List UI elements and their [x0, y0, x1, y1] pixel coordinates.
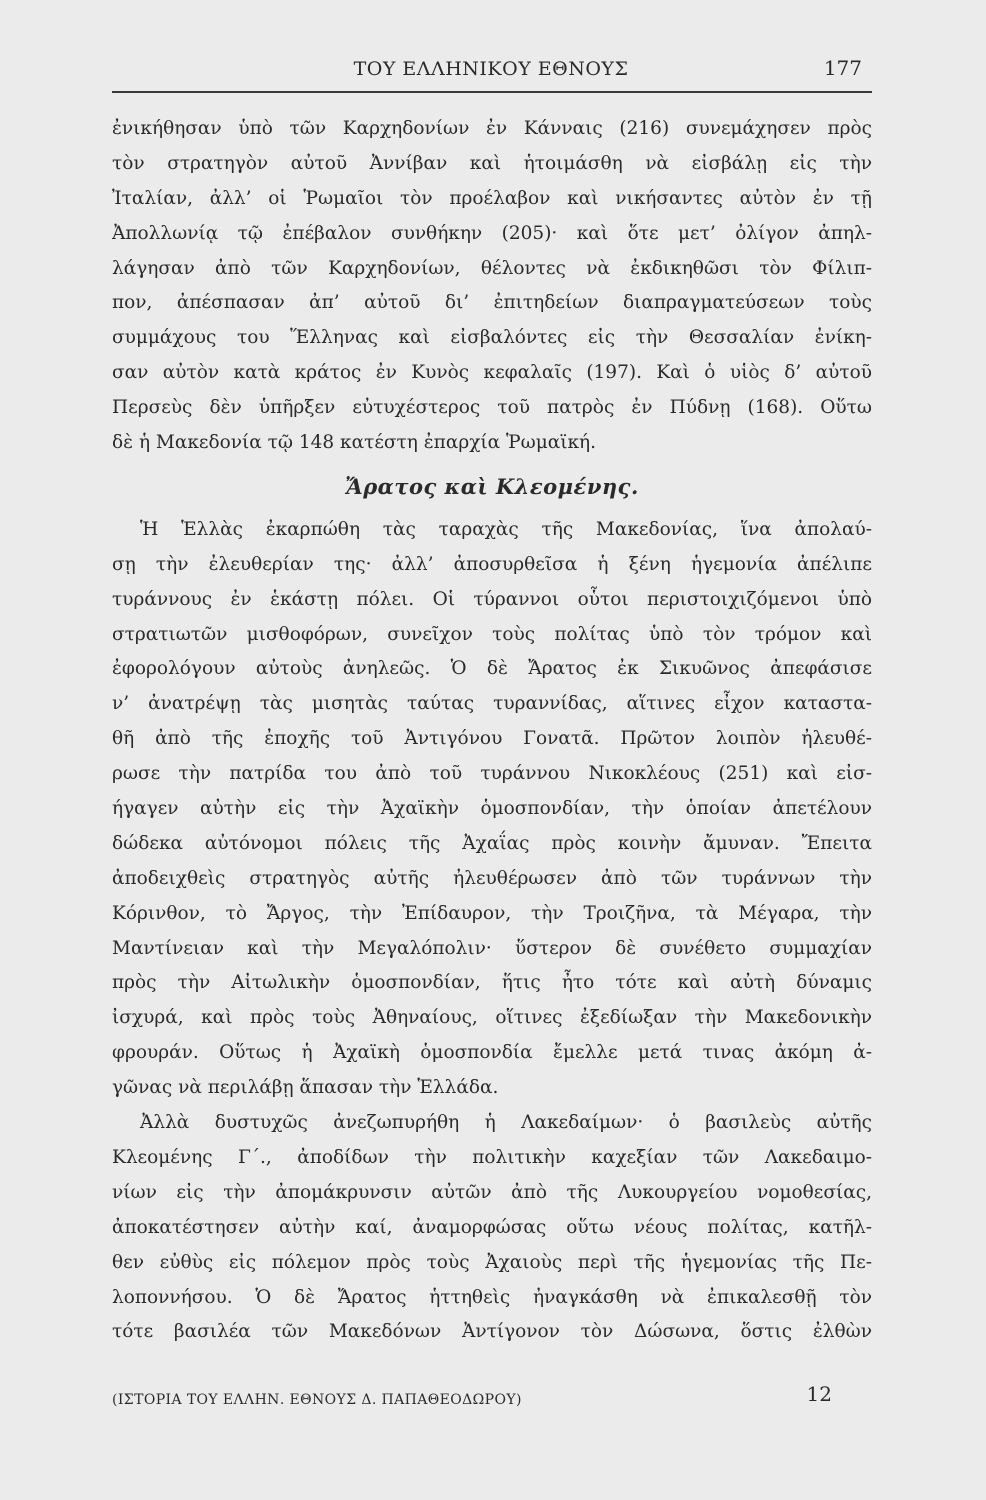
text-line: Ἀπολλωνίᾳ τῷ ἐπέβαλον συνθήκην (205)· καὶ ὅτε μετ’ ὀλίγον ἀπηλ- — [112, 222, 872, 244]
text-line: λάγησαν ἀπὸ τῶν Καρχηδονίων, θέλοντες νὰ ἐκδικηθῶσι τὸν Φίλιπ- — [112, 257, 872, 279]
text-line: πρὸς τὴν Αἰτωλικὴν ὁμοσπονδίαν, ἥτις ἦτο τότε καὶ αὐτὴ δύναμις — [112, 972, 872, 994]
text-line: συμμάχους του Ἕλληνας καὶ εἰσβαλόντες εἰς τὴν Θεσσαλίαν ἐνίκη- — [112, 327, 872, 349]
text-line: ν’ ἀνατρέψῃ τὰς μισητὰς ταύτας τυραννίδας, αἵτινες εἶχον καταστα- — [112, 693, 872, 715]
text-line: Ἀλλὰ δυστυχῶς ἀνεζωπυρήθη ἡ Λακεδαίμων· ὁ βασιλεὺς αὐτῆς — [140, 1112, 872, 1134]
text-line: Ἡ Ἑλλὰς ἐκαρπώθη τὰς ταραχὰς τῆς Μακεδονίας, ἵνα ἀπολαύ- — [140, 518, 872, 540]
paragraph-3 — [112, 1106, 872, 1350]
text-line: Κόρινθον, τὸ Ἄργος, τὴν Ἐπίδαυρον, τὴν Τροιζῆνα, τὰ Μέγαρα, τὴν — [112, 902, 872, 924]
text-line: τὸν στρατηγὸν αὐτοῦ Ἀννίβαν καὶ ἡτοιμάσθη νὰ εἰσβάλῃ εἰς τὴν — [112, 152, 872, 174]
text-line: τυράννους ἐν ἑκάστῃ πόλει. Οἱ τύραννοι οὗτοι περιστοιχιζόμενοι ὑπὸ — [112, 588, 872, 610]
section-heading: Ἄρατος καὶ Κλεομένης. — [345, 473, 639, 499]
text-line: ἀποκατέστησεν αὐτὴν καί, ἀναμορφώσας οὕτω νέους πολίτας, κατῆλ- — [112, 1216, 872, 1238]
text-line: σῃ τὴν ἐλευθερίαν της· ἀλλ’ ἀποσυρθεῖσα ἡ ξένη ἡγεμονία ἀπέλιπε — [112, 553, 872, 575]
text-line: τότε βασιλέα τῶν Μακεδόνων Ἀντίγονον τὸν Δώσωνα, ὅστις ἐλθὼν — [112, 1321, 872, 1343]
text-line: Μαντίνειαν καὶ τὴν Μεγαλόπολιν· ὕστερον δὲ συνέθετο συμμαχίαν — [112, 937, 872, 959]
text-line: ἀποδειχθεὶς στρατηγὸς αὐτῆς ἠλευθέρωσεν ἀπὸ τῶν τυράννων τὴν — [112, 867, 872, 889]
text-line: ἐφορολόγουν αὐτοὺς ἀνηλεῶς. Ὁ δὲ Ἄρατος ἐκ Σικυῶνος ἀπεφάσισε — [112, 658, 872, 680]
footer-book-title: (ΙΣΤΟΡΙΑ ΤΟΥ ΕΛΛΗΝ. ΕΘΝΟΥΣ Δ. ΠΑΠΑΘΕΟΔΩΡΟΥ) — [112, 1392, 522, 1408]
text-line: Περσεὺς δὲν ὑπῆρξεν εὐτυχέστερος τοῦ πατρὸς ἐν Πύδνῃ (168). Οὕτω — [112, 397, 872, 419]
text-line: στρατιωτῶν μισθοφόρων, συνεῖχον τοὺς πολίτας ὑπὸ τὸν τρόμον καὶ — [112, 623, 872, 645]
text-line: Ἰταλίαν, ἀλλ’ οἱ Ῥωμαῖοι τὸν προέλαβον καὶ νικήσαντες αὐτὸν ἐν τῇ — [112, 187, 872, 209]
text-line: Κλεομένης Γ΄., ἀποδίδων τὴν πολιτικὴν καχεξίαν τῶν Λακεδαιμο- — [112, 1146, 872, 1168]
text-line: λοποννήσου. Ὁ δὲ Ἄρατος ἡττηθεὶς ἠναγκάσθη νὰ ἐπικαλεσθῇ τὸν — [112, 1286, 872, 1308]
text-line: πον, ἀπέσπασαν ἀπ’ αὐτοῦ δι’ ἐπιτηδείων διαπραγματεύσεων τοὺς — [112, 292, 872, 314]
page-footer — [112, 1382, 872, 1422]
text-line: δὲ ἡ Μακεδονία τῷ 148 κατέστη ἐπαρχία Ῥωμαϊκή. — [112, 432, 597, 454]
body-text — [112, 112, 872, 1350]
paragraph-2 — [112, 513, 872, 1106]
paragraph-1 — [112, 112, 872, 461]
text-line: δώδεκα αὐτόνομοι πόλεις τῆς Ἀχαΐας πρὸς κοινὴν ἄμυναν. Ἔπειτα — [112, 832, 872, 854]
page-number: 177 — [823, 56, 862, 80]
text-line: γῶνας νὰ περιλάβῃ ἅπασαν τὴν Ἑλλάδα. — [112, 1077, 499, 1099]
text-line: φρουράν. Οὕτως ἡ Ἀχαϊκὴ ὁμοσπονδία ἔμελλε μετά τινας ἀκόμη ἀ- — [112, 1042, 872, 1064]
signature-mark: 12 — [806, 1382, 832, 1406]
text-line: νίων εἰς τὴν ἀπομάκρυνσιν αὐτῶν ἀπὸ τῆς Λυκουργείου νομοθεσίας, — [112, 1181, 872, 1203]
text-line: σαν αὐτὸν κατὰ κράτος ἐν Κυνὸς κεφαλαῖς (197). Καὶ ὁ υἱὸς δ’ αὐτοῦ — [112, 362, 872, 384]
text-line: θεν εὐθὺς εἰς πόλεμον πρὸς τοὺς Ἀχαιοὺς περὶ τῆς ἡγεμονίας τῆς Πε- — [112, 1251, 872, 1273]
running-head-title: ΤΟΥ ΕΛΛΗΝΙΚΟΥ ΕΘΝΟΥΣ — [353, 58, 629, 80]
text-line: θῆ ἀπὸ τῆς ἐποχῆς τοῦ Ἀντιγόνου Γονατᾶ. Πρῶτον λοιπὸν ἠλευθέ- — [112, 728, 872, 750]
header-rule — [112, 91, 872, 93]
text-line: ἰσχυρά, καὶ πρὸς τοὺς Ἀθηναίους, οἵτινες ἐξεδίωξαν τὴν Μακεδονικὴν — [112, 1007, 872, 1029]
running-head — [112, 52, 870, 88]
text-line: ἐνικήθησαν ὑπὸ τῶν Καρχηδονίων ἐν Κάνναις (216) συνεμάχησεν πρὸς — [112, 118, 872, 139]
text-line: ήγαγεν αὐτὴν εἰς τὴν Ἀχαϊκὴν ὁμοσπονδίαν, τὴν ὁποίαν ἀπετέλουν — [112, 798, 872, 820]
text-line: ρωσε τὴν πατρίδα του ἀπὸ τοῦ τυράννου Νικοκλέους (251) καὶ εἰσ- — [112, 763, 872, 785]
